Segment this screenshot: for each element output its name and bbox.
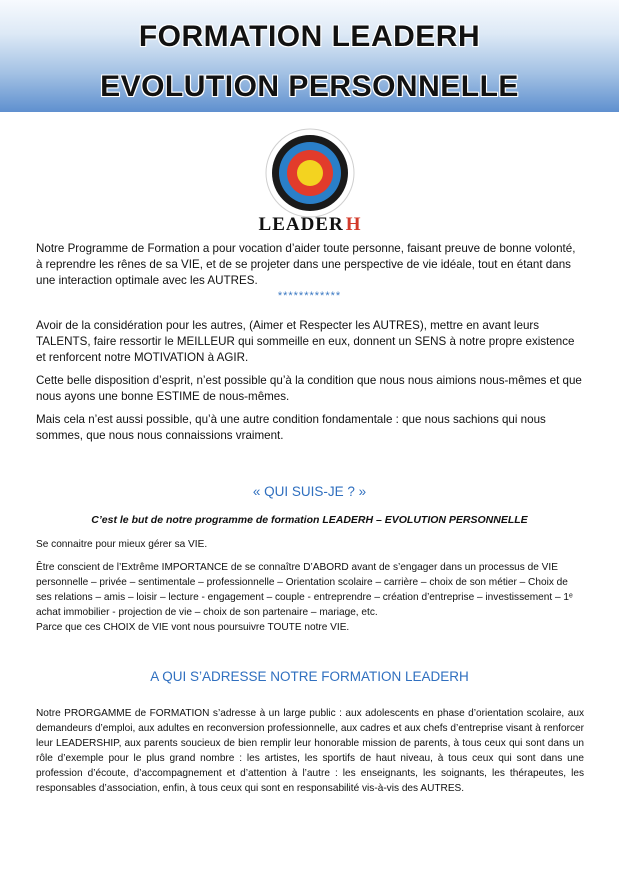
section1-paragraph-1: Se connaitre pour mieux gérer sa VIE.	[36, 539, 208, 550]
section1-paragraph-3: Parce que ces CHOIX de VIE vont nous poursuivre TOUTE notre VIE.	[36, 622, 350, 633]
star-separator: ************	[277, 290, 342, 302]
title-banner	[0, 0, 619, 112]
intro-paragraph-4: Mais cela n’est aussi possible, qu’à une autre condition fondamentale : que nous sachions qui nous sommes, que nous nous connaissions vraiment.	[36, 413, 546, 442]
section-heading-qui-suis-je: « QUI SUIS-JE ? »	[252, 484, 367, 499]
intro-paragraph-1: Notre Programme de Formation a pour vocation d’aider toute personne, faisant preuve de bonne volonté, à reprendre les rênes de sa VIE, et de se projeter dans une perspective de vie idéale, tout en étant dans une interaction optimale avec les AUTRES.	[36, 242, 576, 287]
section1-paragraph-2: Être conscient de l’Extrême IMPORTANCE de se connaître D’ABORD avant de s’engager dans un processus de VIE personnelle – privée – sentimentale – professionnelle – Orientation scolaire – carrière – choix de son métier – Choix de ses relations – amis – loisir – lecture - engagement – couple - entreprendre – création d’entreprise – investissement – 1ᵉ achat immobilier - projection de vie – choix de son partenaire – mariage, etc.	[36, 562, 573, 618]
logo-wordmark	[258, 214, 362, 236]
archery-target-icon	[265, 128, 355, 218]
section-heading-a-qui: A QUI S’ADRESSE NOTRE FORMATION LEADERH	[150, 669, 469, 684]
logo-wordmark-main: LEADER	[258, 214, 344, 235]
leaderh-logo	[258, 128, 362, 238]
section2-paragraph-1: Notre PRORGAMME de FORMATION s’adresse à un large public : aux adolescents en phase d’orientation scolaire, aux demandeurs d’emploi, aux adultes en reconversion professionnelle, aux cadres et aux chefs d’entreprise visant à renforcer leur LEADERSHIP, aux parents soucieux de bien remplir leur honorable mission de parents, à tous ceux qui sont dans un rôle d’exemple pour le plus grand nombre : les artistes, les sportifs de haut niveau, à tous ceux qui sont dans une profession d’écoute, d’accompagnement et d’attention à l’autre : les enseignants, les soignants, les thérapeutes, les responsables d’association, enfin, à tous ceux qui sont en responsabilité vis-à-vis des AUTRES.	[36, 708, 584, 794]
page-title-line-2: EVOLUTION PERSONNELLE	[100, 70, 519, 103]
section-subtitle: C’est le but de notre programme de formation LEADERH – EVOLUTION PERSONNELLE	[91, 514, 528, 526]
page-title-line-1: FORMATION LEADERH	[138, 20, 481, 53]
logo-wordmark-accent: H	[345, 214, 362, 235]
intro-paragraph-3: Cette belle disposition d’esprit, n’est possible qu’à la condition que nous nous aimions nous-mêmes et que nous ayons une bonne ESTIME de nous-mêmes.	[36, 374, 582, 403]
intro-paragraph-2: Avoir de la considération pour les autres, (Aimer et Respecter les AUTRES), mettre en avant leurs TALENTS, faire ressortir le MEILLEUR qui sommeille en eux, donnent un SENS à notre propre existence et renforcent notre MOTIVATION à AGIR.	[36, 319, 575, 364]
